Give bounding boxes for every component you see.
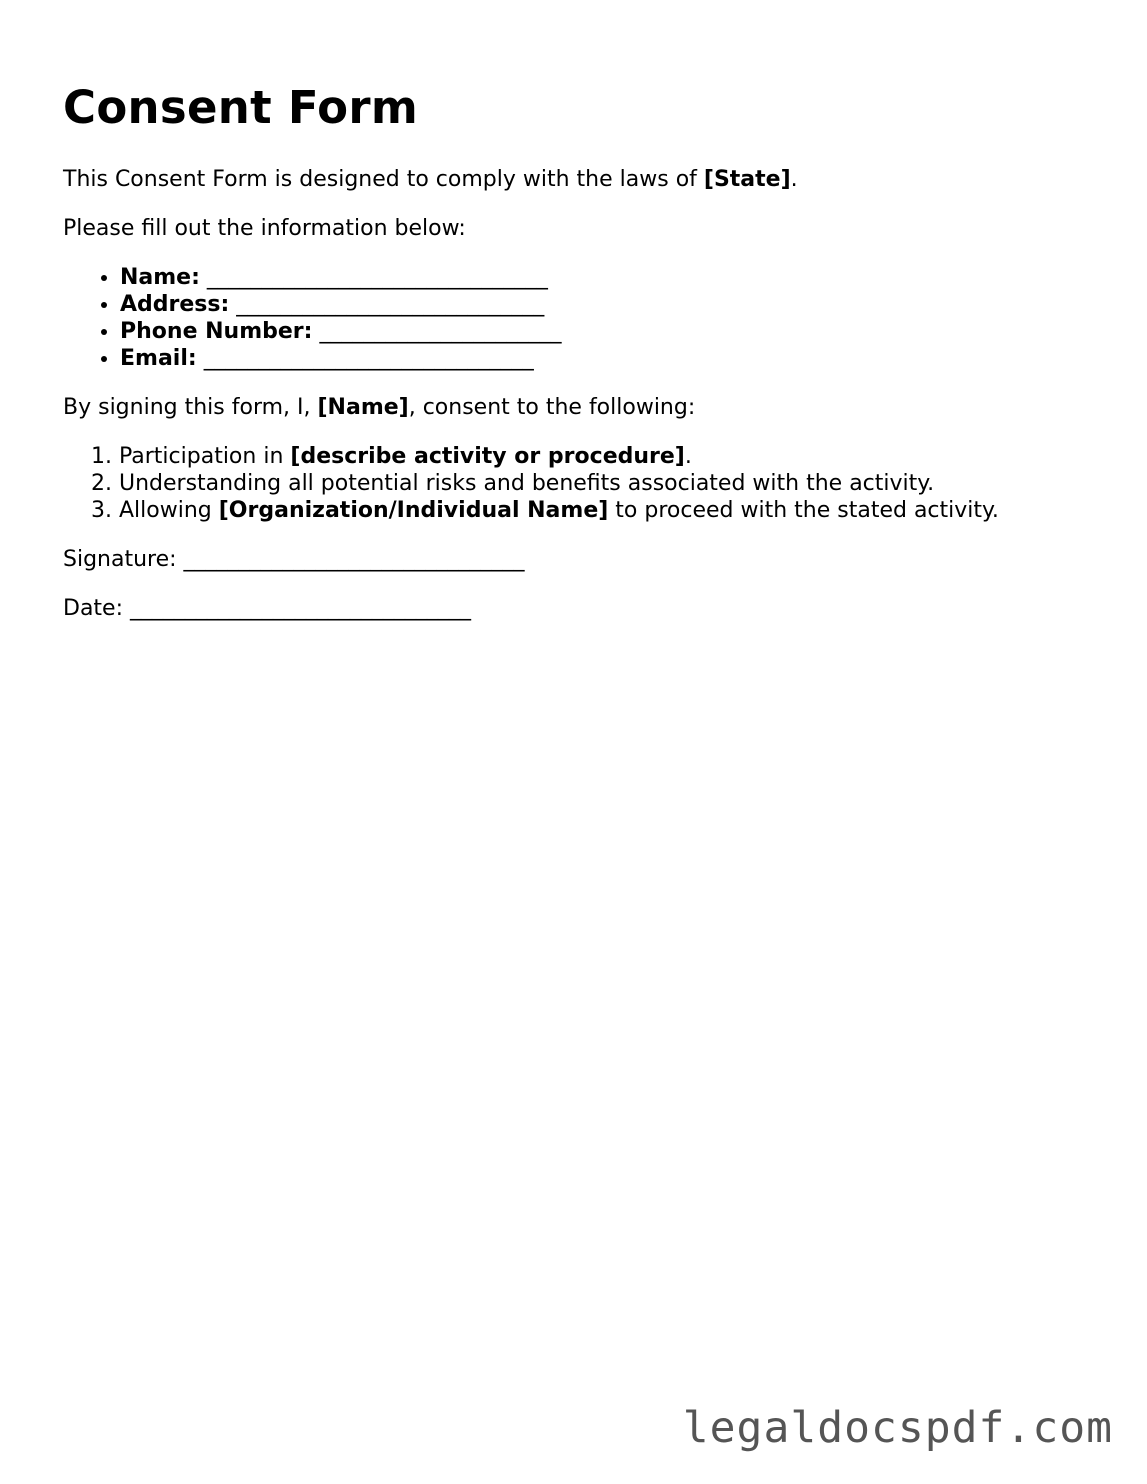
name-placeholder: [Name] bbox=[317, 395, 409, 420]
consent-intro-paragraph bbox=[63, 394, 1103, 421]
phone-field bbox=[120, 318, 1103, 345]
date-label: Date: bbox=[63, 596, 123, 621]
address-field bbox=[120, 291, 1103, 318]
email-field-label: Email: bbox=[120, 346, 197, 371]
address-field-label: Address: bbox=[120, 292, 230, 317]
consent-items-list bbox=[63, 443, 1103, 524]
info-fields-list bbox=[63, 264, 1103, 372]
email-field bbox=[120, 345, 1103, 372]
consent-item-text: Understanding all potential risks and benefits associated with the activity. bbox=[119, 471, 935, 496]
consent-item-allowing bbox=[119, 497, 1103, 524]
consent-intro-prefix: By signing this form, I, bbox=[63, 395, 318, 420]
page-title: Consent Form bbox=[63, 81, 419, 134]
consent-intro-suffix: , consent to the following: bbox=[408, 395, 696, 420]
address-field-blank: ____________________________ bbox=[236, 292, 545, 317]
consent-item-suffix: . bbox=[684, 444, 692, 469]
intro-paragraph bbox=[63, 166, 1103, 193]
intro-suffix: . bbox=[790, 167, 798, 192]
signature-line bbox=[63, 546, 1103, 573]
email-field-blank: ______________________________ bbox=[203, 346, 534, 371]
watermark: legaldocspdf.com bbox=[682, 1403, 1113, 1453]
intro-prefix: This Consent Form is designed to comply with the laws of bbox=[63, 167, 704, 192]
name-field bbox=[120, 264, 1103, 291]
name-field-label: Name: bbox=[120, 265, 200, 290]
consent-item-participation bbox=[119, 443, 1103, 470]
consent-item-text: Allowing bbox=[119, 498, 219, 523]
activity-placeholder: [describe activity or procedure] bbox=[290, 444, 685, 469]
fill-prompt: Please fill out the information below: bbox=[63, 216, 466, 241]
name-field-blank: _______________________________ bbox=[206, 265, 548, 290]
consent-form-document bbox=[63, 78, 1103, 622]
consent-item-understanding bbox=[119, 470, 1103, 497]
consent-item-text: Participation in bbox=[119, 444, 291, 469]
phone-field-label: Phone Number: bbox=[120, 319, 313, 344]
organization-placeholder: [Organization/Individual Name] bbox=[218, 498, 609, 523]
state-placeholder: [State] bbox=[703, 167, 791, 192]
phone-field-blank: ______________________ bbox=[319, 319, 562, 344]
signature-blank: _______________________________ bbox=[183, 547, 525, 572]
consent-item-suffix: to proceed with the stated activity. bbox=[608, 498, 999, 523]
date-line bbox=[63, 595, 1103, 622]
date-blank: _______________________________ bbox=[130, 596, 471, 621]
signature-label: Signature: bbox=[63, 547, 177, 572]
